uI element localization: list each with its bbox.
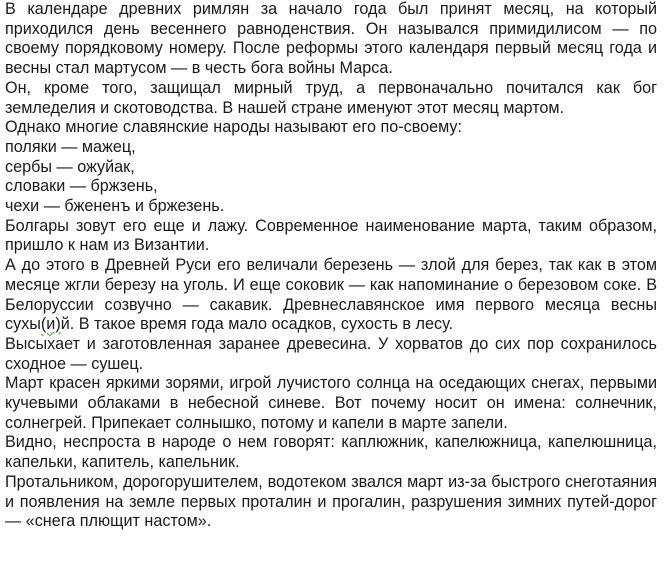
paragraph-bulgarians: Болгары зовут его еще и лажу. Современное наименование марта, таким образом, пришло к нам из Византии. [5, 216, 657, 255]
paragraph-ancient-rus: А до этого в Древней Руси его величали березень — злой для берез, так как в этом месяце жгли березу на уголь. И еще соковик — как напоминание о березовом соке. В Белоруссии созвучно — сакавик. Древнеславянское имя первого месяца весны сухы(и)й. В такое время года мало осадков, сухость в лесу. [5, 256, 657, 334]
paragraph-folk-names: Видно, неспроста в народе о нем говорят: каплюжник, капелюжница, капелюшница, капельки, капитель, капельник. [5, 433, 657, 472]
paragraph-dried-wood: Высыхает и заготовленная заранее древесина. У хорватов до сих пор сохранилось сходное — сушец. [5, 334, 657, 373]
spellcheck-flagged-word: (и) [40, 315, 61, 334]
paragraph-roman-calendar: В календаре древних римлян за начало года был принят месяц, на который приходился день весеннего равноденствия. Он назывался примидилисом — по своему порядковому номеру. После реформы этого календаря первый месяц года и весны стал мартусом — в честь бога войны Марса. [5, 0, 657, 78]
list-item-slovaks: словаки — бржзень, [5, 177, 158, 196]
paragraph-march-beauty: Март красен яркими зорями, игрой лучистого солнца на оседающих снегах, первыми кучевыми облаками в небесной синеве. Вот почему носит он имена: солнечник, солнегрей. Припекает солнышко, потому и капели в марте запели. [5, 374, 657, 432]
list-item-poles: поляки — мажец, [5, 137, 136, 156]
paragraph-slavic-names-intro: Однако многие славянские народы называют его по-своему: [5, 118, 463, 137]
list-item-serbs: сербы — ожуйак, [5, 157, 135, 176]
list-item-czechs: чехи — бжененъ и бржезень. [5, 197, 225, 216]
document-body [5, 0, 657, 532]
paragraph-peaceful-labor: Он, кроме того, защищал мирный труд, а первоначально почитался как бог земледелия и скотоводства. В нашей стране именуют этот месяц мартом. [5, 78, 657, 117]
paragraph-thaw: Протальником, дорогорушителем, водотеком звался март из-за быстрого снеготаяния и появления на земле первых проталин и прогалин, разрушения зимних путей-дорог — «снега плющит настом». [5, 472, 657, 531]
